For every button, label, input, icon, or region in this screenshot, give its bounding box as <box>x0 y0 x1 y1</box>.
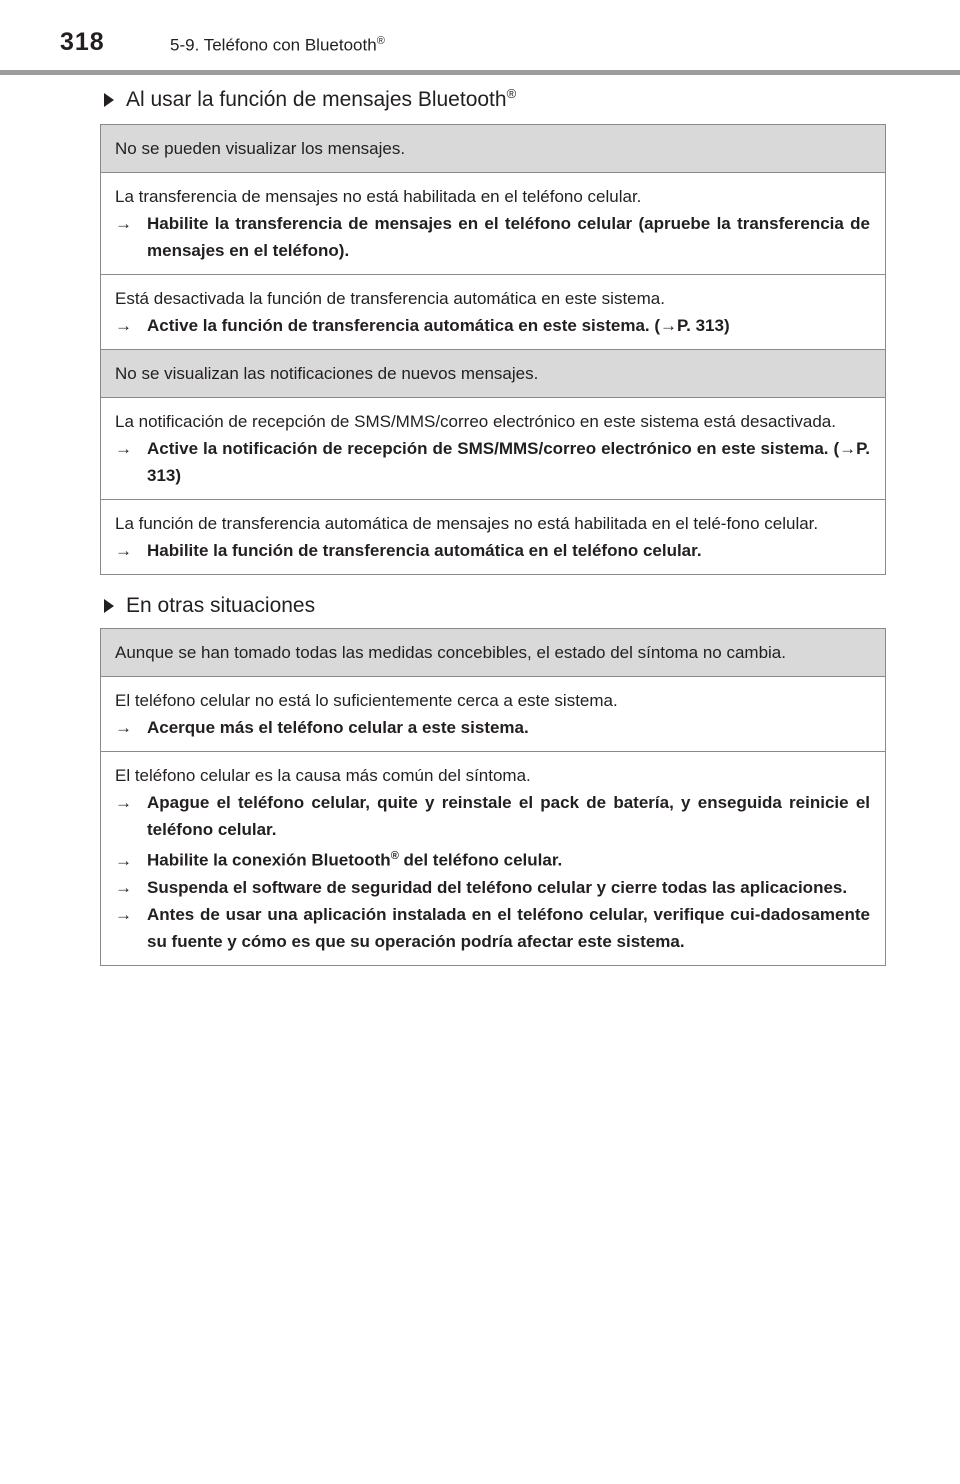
arrow-icon: → <box>115 718 132 737</box>
action-text: Apague el teléfono celular, quite y reinstale el pack de batería, y enseguida reinicie el teléfono celular. <box>147 793 870 839</box>
cause-text: El teléfono celular es la causa más común del síntoma. <box>115 766 531 785</box>
cause-row <box>101 499 885 574</box>
action-item <box>115 537 870 564</box>
cause-row <box>101 676 885 751</box>
action-text: Active la función de transferencia automática en este sistema. (→P. 313) <box>147 316 730 335</box>
cause-text: La transferencia de mensajes no está habilitada en el teléfono celular. <box>115 187 642 206</box>
action-text: Habilite la transferencia de mensajes en el teléfono celular (apruebe la transferencia de mensajes en el teléfono). <box>147 214 870 260</box>
cause-row <box>101 274 885 349</box>
action-item <box>115 435 870 489</box>
cause-row <box>101 172 885 274</box>
action-item <box>115 312 870 339</box>
arrow-icon: → <box>115 850 132 870</box>
registered-mark: ® <box>376 35 385 47</box>
section-title-text: En otras situaciones <box>126 594 316 617</box>
action-text: Habilite la función de transferencia automática en el teléfono celular. <box>147 541 702 560</box>
triangle-bullet-icon <box>104 599 114 613</box>
cause-text: Está desactivada la función de transferencia automática en este sistema. <box>115 289 665 308</box>
page-number: 318 <box>60 28 105 56</box>
action-text: Acerque más el teléfono celular a este sistema. <box>147 718 529 737</box>
registered-mark: ® <box>390 850 399 862</box>
symptom-row <box>101 349 885 397</box>
symptom-text: Aunque se han tomado todas las medidas concebibles, el estado del síntoma no cambia. <box>115 643 786 662</box>
cause-text: La notificación de recepción de SMS/MMS/correo electrónico en este sistema está desactivada. <box>115 412 836 431</box>
page-header <box>0 0 960 76</box>
action-item <box>115 843 870 874</box>
action-item <box>115 210 870 264</box>
symptom-text: No se pueden visualizar los mensajes. <box>115 139 406 158</box>
symptom-text: No se visualizan las notificaciones de nuevos mensajes. <box>115 364 539 383</box>
action-text: Antes de usar una aplicación instalada en el teléfono celular, verifique cui-dadosamente su fuente y cómo es que su operación podría afectar este sistema. <box>147 904 870 951</box>
symptom-row <box>101 629 885 676</box>
section-title-other <box>104 594 315 618</box>
arrow-icon: → <box>115 904 132 924</box>
arrow-icon: → <box>115 793 132 812</box>
action-item <box>115 714 870 741</box>
arrow-icon: → <box>115 877 132 897</box>
registered-mark: ® <box>506 86 517 101</box>
cause-text: La función de transferencia automática de mensajes no está habilitada en el telé-fono celular. <box>115 514 819 533</box>
action-text-suffix: del teléfono celular. <box>398 850 563 870</box>
chapter-title-text: 5-9. Teléfono con Bluetooth <box>170 35 377 55</box>
chapter-title <box>170 35 385 56</box>
troubleshooting-table-messages <box>100 124 886 575</box>
action-item <box>115 789 870 843</box>
cause-row <box>101 397 885 499</box>
section-title-messages <box>104 88 516 112</box>
action-item <box>115 874 870 901</box>
header-rule <box>0 70 960 75</box>
action-item <box>115 901 870 955</box>
section-title-text: Al usar la función de mensajes Bluetooth <box>126 88 507 111</box>
action-text: Active la notificación de recepción de SMS/MMS/correo electrónico en este sistema. (→P. 313) <box>147 439 870 485</box>
arrow-icon: → <box>115 439 132 458</box>
action-text: Habilite la conexión Bluetooth <box>147 850 391 870</box>
arrow-icon: → <box>115 316 132 335</box>
cause-row <box>101 751 885 965</box>
action-text: Suspenda el software de seguridad del teléfono celular y cierre todas las aplicaciones. <box>147 877 848 897</box>
symptom-row <box>101 125 885 172</box>
arrow-icon: → <box>115 214 132 233</box>
cause-text: El teléfono celular no está lo suficientemente cerca a este sistema. <box>115 691 618 710</box>
troubleshooting-table-other <box>100 628 886 966</box>
arrow-icon: → <box>115 541 132 560</box>
triangle-bullet-icon <box>104 93 114 107</box>
